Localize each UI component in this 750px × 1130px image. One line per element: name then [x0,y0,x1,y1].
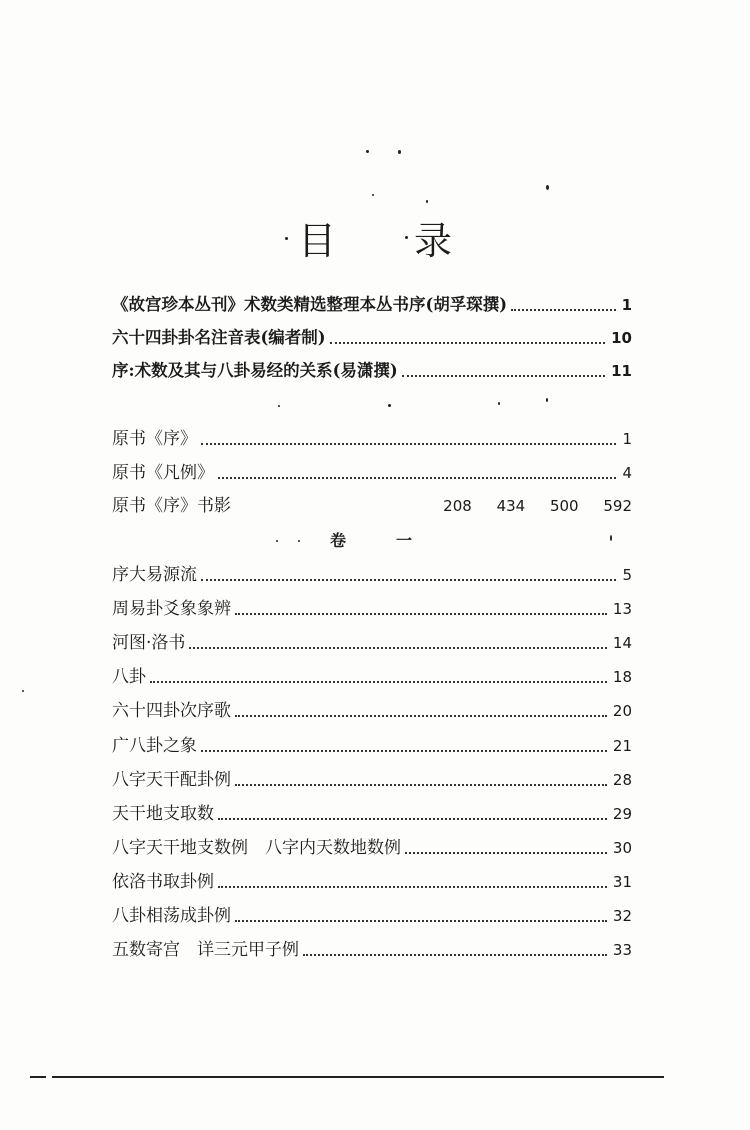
scan-speck [546,398,548,402]
toc-entry[interactable] [112,424,632,450]
toc-entry-label: 广八卦之象 [112,736,197,756]
title-char: 目 [298,219,337,263]
footer-rule [30,1076,46,1078]
dot-leader [218,818,607,820]
toc-entry-label: 序大易源流 [112,565,197,585]
toc-entry-label: 天干地支取数 [112,804,214,824]
toc-entry[interactable] [112,356,632,382]
scan-speck [276,540,278,542]
scan-speck [610,535,612,541]
toc-entry-label: 原书《序》 [112,429,197,449]
toc-page-number: 18 [612,668,632,686]
toc-entry[interactable] [112,290,632,316]
toc-entry[interactable] [112,594,632,620]
toc-entry[interactable] [112,491,632,517]
toc-page-number: 1 [622,430,632,448]
toc-entry-label: 原书《序》书影 [112,496,231,516]
scan-speck [426,200,428,203]
toc-entry[interactable] [112,935,632,961]
toc-entry[interactable] [112,731,632,757]
toc-page-number: 10 [611,329,632,347]
scan-speck [546,185,549,190]
scan-speck [366,150,369,153]
toc-page-number: 4 [622,464,632,482]
scan-speck [285,237,288,240]
scan-speck [278,405,280,407]
toc-entry-label: 六十四卦卦名注音表(编者制) [112,328,326,347]
toc-page-number: 13 [612,600,632,618]
toc-entry[interactable] [112,867,632,893]
dot-leader [405,852,607,854]
toc-entry-label: 五数寄宫 详三元甲子例 [112,940,299,960]
toc-page-number: 5 [622,566,632,584]
dot-leader [189,647,607,649]
dot-leader [150,681,607,683]
dot-leader [330,342,606,344]
toc-page-number: 33 [612,941,632,959]
scan-speck [298,540,300,542]
toc-entry-label: 八卦 [112,667,146,687]
toc-entry-label: 八卦相荡成卦例 [112,906,231,926]
toc-entry[interactable] [112,901,632,927]
toc-page-number: 28 [612,771,632,789]
toc-page-number: 1 [621,296,632,314]
dot-leader [402,375,605,377]
dot-leader [235,715,607,717]
toc-entry[interactable] [112,458,632,484]
dot-leader [201,579,616,581]
title-char: 录 [414,219,453,263]
dot-leader [235,920,607,922]
toc-entry[interactable] [112,833,632,859]
toc-entry-label: 序:术数及其与八卦易经的关系(易潇撰) [112,361,398,380]
toc-entry-label: 《故宫珍本丛刊》术数类精选整理本丛书序(胡孚琛撰) [112,295,508,314]
dot-leader [201,750,607,752]
scan-speck [498,402,500,405]
dot-leader [303,954,607,956]
dot-leader [235,784,607,786]
toc-entry-label: 八字天干配卦例 [112,770,231,790]
scan-speck [405,236,408,239]
toc-entry-label: 原书《凡例》 [112,463,214,483]
dot-leader [235,613,607,615]
toc-entry-label: 六十四卦次序歌 [112,701,231,721]
scan-speck [22,690,24,692]
scan-speck [388,404,391,407]
toc-page-number: 29 [612,805,632,823]
scan-speck [398,150,401,154]
toc-entry[interactable] [112,799,632,825]
dot-leader [511,309,615,311]
scan-speck [372,194,374,196]
toc-entry[interactable] [112,765,632,791]
toc-entry-label: 八字天干地支数例 八字内天数地数例 [112,838,401,858]
footer-rule [52,1076,664,1078]
section-heading-char: 卷 [330,531,347,550]
toc-page-number: 21 [612,737,632,755]
toc-entry-label: 河图·洛书 [112,633,186,653]
toc-entry[interactable] [112,628,632,654]
toc-page-number: 30 [612,839,632,857]
toc-page-number: 14 [612,634,632,652]
toc-page-number: 31 [612,873,632,891]
toc-page-number: 32 [612,907,632,925]
toc-entry[interactable] [112,662,632,688]
toc-page-numbers: 208 434 500 592 [443,497,632,515]
toc-entry-label: 依洛书取卦例 [112,872,214,892]
toc-entry[interactable] [112,323,632,349]
dot-leader [201,443,616,445]
section-heading-char: 一 [396,531,413,550]
toc-entry[interactable] [112,560,632,586]
toc-entry[interactable] [112,696,632,722]
toc-page-number: 20 [612,702,632,720]
dot-leader [218,886,607,888]
toc-page-number: 11 [611,362,632,380]
toc-entry-label: 周易卦爻象象辨 [112,599,231,619]
dot-leader [218,477,616,479]
